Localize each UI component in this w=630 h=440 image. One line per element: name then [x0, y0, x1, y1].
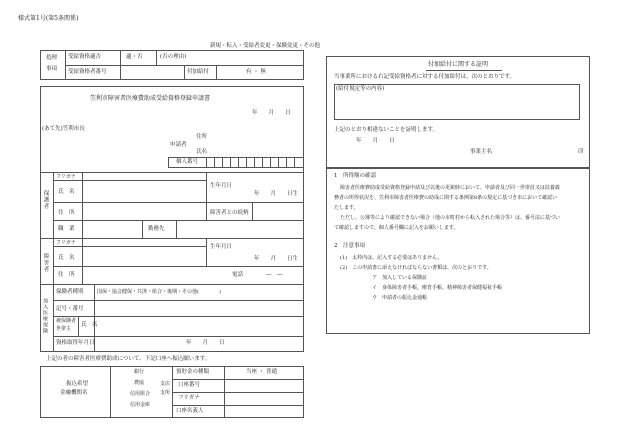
account-number-label: 口座番号 — [178, 382, 201, 388]
eligibility-value: 適・否 — [126, 54, 143, 60]
person-birth-label: 生年月日 — [210, 244, 233, 250]
account-holder-label: 口座名義人 — [176, 408, 204, 414]
person-address-label: 住 所 — [58, 272, 75, 278]
person-furigana-label: フリガナ — [56, 240, 76, 246]
processing-label-1: 処理 — [46, 55, 58, 61]
additional-benefit-label: 付加給付 — [187, 69, 210, 75]
bank-type-bank: 銀行 — [134, 369, 145, 375]
certificate-title: 付加給付に関する証明 — [428, 61, 489, 68]
certificate-confirm: 上記のとおり相違ないことを証明します。 — [334, 127, 439, 133]
guardian-birth-value: 年 月 日生 — [254, 191, 299, 197]
note1-line3: たします。 — [334, 205, 359, 211]
person-phone-value: ― ― — [266, 272, 283, 278]
branch-label: 支店 — [160, 381, 171, 387]
person-birth-value: 年 月 日生 — [254, 256, 299, 262]
subbranch-label: 支所 — [160, 390, 171, 396]
applicant-address-label: 住所 — [196, 134, 208, 140]
insurance-section-label: 加入医療保険 — [42, 298, 48, 334]
note2-item-c: ウ 申請者の振込金通帳 — [372, 295, 428, 301]
guardian-birth-label: 生年月日 — [210, 183, 233, 189]
note1-line1: 障害者医療費助成受給資格登録申請及び以後の更新時において、申請者及び同一世帯員又は扶養義 — [340, 185, 560, 191]
bank-type-credit-bank: 信用金庫 — [130, 402, 151, 408]
guardian-relation-label: 障害者との続柄 — [210, 210, 249, 216]
person-phone-label: 電話 — [232, 272, 244, 278]
addressee: (あて先)笠利市長 — [42, 126, 85, 132]
note2-item-b: イ 身体障害者手帳、療育手帳、精神障害者保健福祉手帳 — [372, 285, 503, 291]
certificate-date: 年 月 日 — [356, 138, 395, 144]
note1-line4: ただし、公簿等により確認できない場合（他の市町村から転入された場合等）は、番号法に基づい — [340, 215, 561, 221]
transfer-note: 上記の者の障害者医療費助成について、下記口座へ振込願います。 — [46, 356, 211, 362]
application-title: 笠利市障害者医療費助成受給資格登録申請書 — [90, 95, 211, 102]
guardian-occupation-label: 職 業 — [58, 226, 75, 232]
guardian-name-label: 氏 名 — [58, 189, 75, 195]
rejection-reason-label: (否の理由) — [160, 54, 187, 60]
note1-line5: て確認しますので、個人番号欄に記入をお願いします。 — [334, 225, 459, 231]
application-date: 年 月 日 — [252, 110, 291, 116]
note2-item1: (1) 太枠内は、記入する必要はありません。 — [340, 255, 443, 261]
deposit-kind-label: 預貯金の種類 — [176, 369, 210, 375]
processing-label-2: 事項 — [46, 66, 58, 72]
acquired-date-label: 資格取得年月日 — [56, 340, 95, 346]
note1-line2: 務者の所得状況を、笠利市障害者医療費の助成に関する条例第8条の規定に基づき市において確認い — [334, 195, 558, 201]
note1-title: 1 所得額の確認 — [334, 173, 376, 179]
insurance-symbol-label: 記号・番号 — [56, 306, 84, 312]
eligibility-label: 受給資格適否 — [68, 54, 102, 60]
deposit-kind-value: 当座 ・ 普通 — [246, 369, 277, 375]
employer-label: 事業主名 — [470, 149, 493, 155]
insured-label-2: 世帯主 — [56, 326, 72, 332]
seal-label: 印 — [578, 149, 584, 155]
bank-section-label-2: 金融機関名 — [60, 390, 88, 396]
benefit-content-label: (給付規定等の内容) — [336, 86, 385, 92]
application-type-options: 新規・転入・受給者変更・保険変更・その他 — [210, 43, 321, 49]
certificate-intro: 当事業所における右記受給資格者に対する付加給付は、次のとおりです。 — [334, 74, 516, 80]
bank-furigana-label: フリガナ — [178, 395, 200, 401]
note2-item-a: ア 加入している保険証 — [372, 275, 428, 281]
insured-name-label: 氏 名 — [81, 322, 98, 328]
form-code: 様式第1号(第5条関係) — [18, 15, 79, 22]
note2-item2: (2) この申請書に添えなければならない書類は、次のとおりです。 — [340, 265, 492, 271]
bank-type-agri: 農協 — [134, 380, 145, 386]
recipient-number-label: 受給資格者番号 — [68, 69, 107, 75]
note2-title: 2 注意事項 — [334, 243, 365, 249]
id-number-label: 個人番号 — [176, 159, 199, 165]
insurance-kind-options: 国保・協会健保・共済・組合・後期・その他( ) — [97, 289, 221, 295]
applicant-name-label: 氏名 — [196, 149, 208, 155]
guardian-workplace-label: 勤務先 — [148, 226, 165, 232]
person-section-label: 障害者 — [42, 253, 49, 273]
bank-section-label-1: 振込希望 — [66, 381, 89, 387]
person-name-label: 氏 名 — [58, 255, 75, 261]
insured-label-1: 被保険者 — [56, 318, 77, 324]
guardian-address-label: 住 所 — [58, 210, 75, 216]
insurance-kind-label: 保険者種別 — [56, 289, 84, 295]
applicant-label: 申請者 — [170, 142, 187, 148]
bank-type-credit-union: 信用組合 — [130, 391, 151, 397]
guardian-section-label: 保護者 — [42, 190, 49, 210]
additional-benefit-value: 有 ・ 無 — [246, 69, 266, 75]
acquired-date-value: 年 月 日 — [186, 340, 225, 346]
guardian-furigana-label: フリガナ — [56, 174, 76, 180]
